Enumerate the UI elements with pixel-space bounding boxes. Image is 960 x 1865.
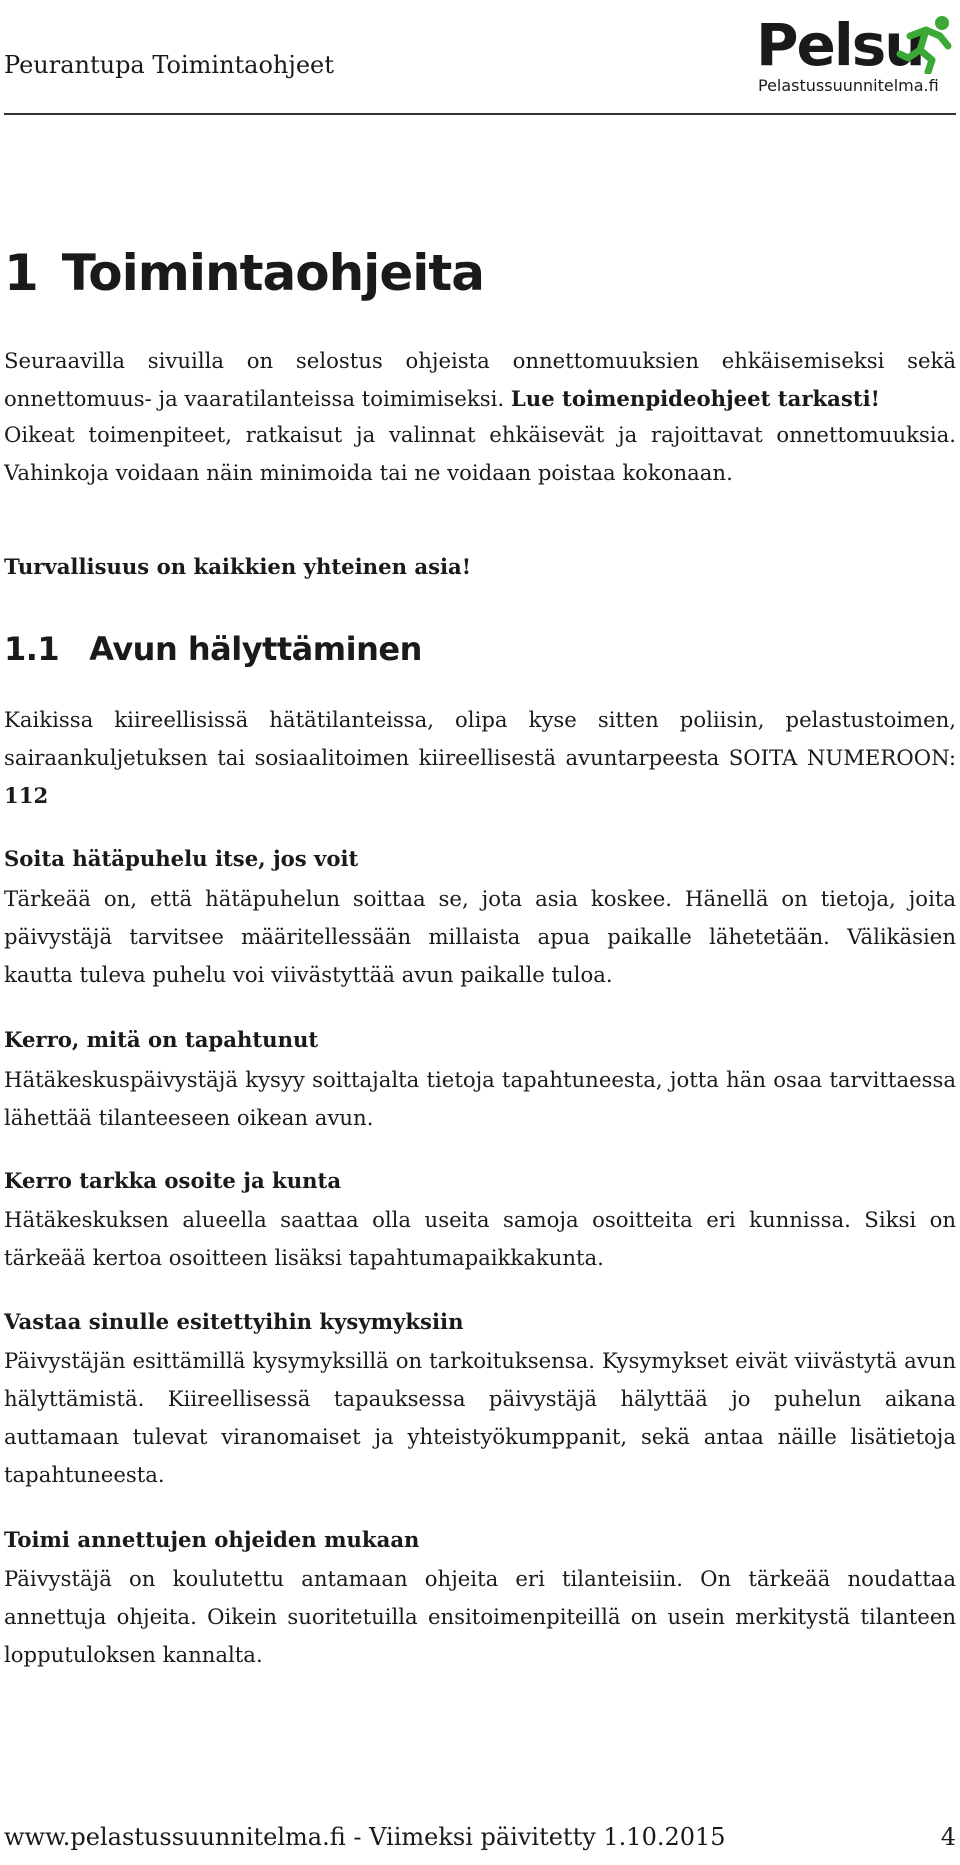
- paragraph-safety: Turvallisuus on kaikkien yhteinen asia!: [4, 554, 472, 579]
- paragraph-actions: Oikeat toimenpiteet, ratkaisut ja valinnat ehkäisevät ja rajoittavat onnettomuuksia. Vahinkoja voidaan näin minimoida tai ne voidaan poistaa kokonaan.: [4, 422, 956, 485]
- paragraph: Hätäkeskuksen alueella saattaa olla useita samoja osoitteita eri kunnissa. Siksi on tärkeää kertoa osoitteen lisäksi tapahtumapaikkakunta.: [4, 1207, 956, 1270]
- footer-website-date: www.pelastussuunnitelma.fi - Viimeksi päivitetty 1.10.2015: [4, 1823, 726, 1851]
- pelsu-logo: [756, 11, 960, 95]
- subheading: Toimi annettujen ohjeiden mukaan: [4, 1527, 420, 1552]
- section-number: 1.1: [4, 630, 60, 668]
- paragraph-intro: [4, 342, 956, 418]
- page-number: 4: [940, 1823, 956, 1851]
- running-man-icon: [896, 14, 960, 74]
- paragraph-text: Seuraavilla sivuilla on selostus ohjeista onnettomuuksien ehkäisemiseksi sekä onnettomuus- ja vaaratilanteissa toimimiseksi.: [4, 348, 956, 411]
- paragraph: Päivystäjän esittämillä kysymyksillä on tarkoituksensa. Kysymykset eivät viivästytä avun hälyttämistä. Kiireellisessä tapauksessa päivystäjä hälyttää jo puhelun aikana auttamaan tulevat viranomaiset ja yhteistyökumppanit, sekä antaa näille lisätietoja tapahtuneesta.: [4, 1348, 956, 1487]
- section-1-heading: [4, 244, 484, 302]
- page-footer: [4, 1823, 956, 1851]
- paragraph: Hätäkeskuspäivystäjä kysyy soittajalta tietoja tapahtuneesta, jotta hän osaa tarvittaessa lähettää tilanteeseen oikean avun.: [4, 1067, 956, 1130]
- logo-subtitle: Pelastussuunnitelma.fi: [758, 76, 939, 95]
- subheading: Vastaa sinulle esitettyihin kysymyksiin: [4, 1309, 464, 1334]
- emphasis-text: Lue toimenpideohjeet tarkasti!: [510, 386, 880, 411]
- paragraph-alarm-intro: [4, 701, 956, 815]
- header-divider: [4, 113, 956, 115]
- emergency-number: 112: [4, 783, 49, 808]
- paragraph-text: Kaikissa kiireellisissä hätätilanteissa, olipa kyse sitten poliisin, pelastustoimen, sairaankuljetuksen tai sosiaalitoimen kiireellisestä avuntarpeesta SOITA NUMEROON:: [4, 707, 956, 770]
- subheading: Kerro, mitä on tapahtunut: [4, 1027, 319, 1052]
- paragraph: Tärkeää on, että hätäpuhelun soittaa se, jota asia koskee. Hänellä on tietoja, joita päivystäjä tarvitsee määritellessään millaista apua paikalle lähetetään. Välikäsien kautta tuleva puhelu voi viivästyttää avun paikalle tuloa.: [4, 886, 956, 987]
- subheading: Soita hätäpuhelu itse, jos voit: [4, 846, 359, 871]
- header-title: Peurantupa Toimintaohjeet: [4, 51, 334, 79]
- logo-word: Pelsu: [756, 11, 924, 79]
- section-title: Toimintaohjeita: [61, 244, 485, 302]
- subheading: Kerro tarkka osoite ja kunta: [4, 1168, 342, 1193]
- paragraph: Päivystäjä on koulutettu antamaan ohjeita eri tilanteisiin. On tärkeää noudattaa annettuja ohjeita. Oikein suoritetuilla ensitoimenpiteillä on usein merkitystä tilanteen lopputuloksen kannalta.: [4, 1566, 956, 1667]
- section-number: 1: [4, 244, 38, 302]
- section-1-1-heading: [4, 630, 422, 668]
- section-title: Avun hälyttäminen: [89, 630, 422, 668]
